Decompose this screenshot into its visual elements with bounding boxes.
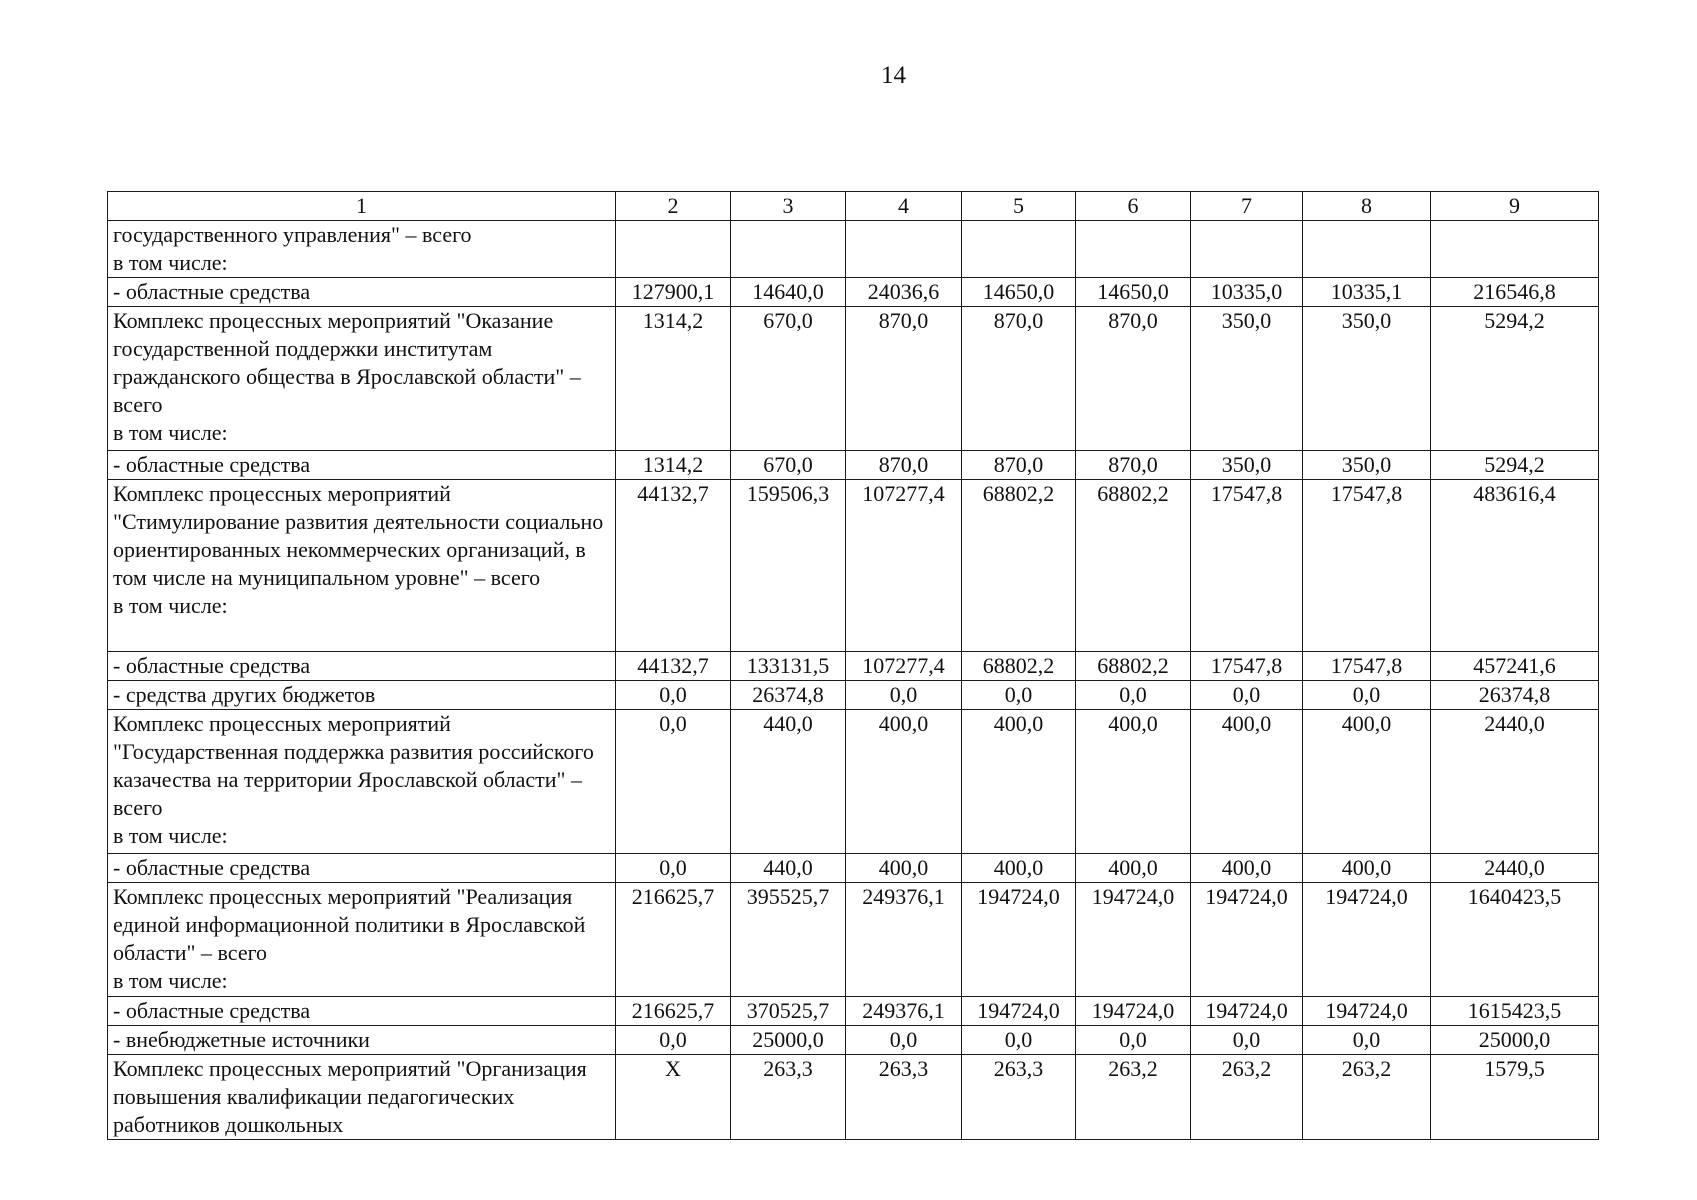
cell-value: 0,0 <box>1076 1026 1191 1055</box>
cell-value: 194724,0 <box>1303 883 1431 997</box>
cell-value: 194724,0 <box>1076 997 1191 1026</box>
cell-value: 870,0 <box>962 451 1076 480</box>
row-label: - областные средства <box>108 854 616 883</box>
cell-value: 5294,2 <box>1431 451 1599 480</box>
row-label: - областные средства <box>108 451 616 480</box>
table-row <box>108 221 1599 278</box>
cell-value: 68802,2 <box>962 652 1076 681</box>
cell-value: 400,0 <box>1303 710 1431 854</box>
cell-value: 400,0 <box>962 854 1076 883</box>
cell-value: 17547,8 <box>1191 652 1303 681</box>
cell-value: 0,0 <box>1303 681 1431 710</box>
cell-value: 0,0 <box>846 681 962 710</box>
cell-value: 17547,8 <box>1303 652 1431 681</box>
cell-value: 194724,0 <box>1191 997 1303 1026</box>
cell-value: 127900,1 <box>616 278 731 307</box>
table-row <box>108 681 1599 710</box>
column-header-9: 9 <box>1431 192 1599 221</box>
cell-value: 400,0 <box>846 854 962 883</box>
cell-value: 1640423,5 <box>1431 883 1599 997</box>
cell-value: 68802,2 <box>1076 480 1191 652</box>
cell-value: 249376,1 <box>846 997 962 1026</box>
cell-value: 370525,7 <box>731 997 846 1026</box>
cell-value: 1579,5 <box>1431 1055 1599 1140</box>
cell-value: 1314,2 <box>616 307 731 451</box>
cell-value <box>962 221 1076 278</box>
cell-value: 400,0 <box>1303 854 1431 883</box>
cell-value: 0,0 <box>846 1026 962 1055</box>
cell-value: 68802,2 <box>962 480 1076 652</box>
cell-value: 0,0 <box>962 1026 1076 1055</box>
table-row <box>108 652 1599 681</box>
cell-value: 17547,8 <box>1191 480 1303 652</box>
cell-value: X <box>616 1055 731 1140</box>
cell-value: 263,3 <box>731 1055 846 1140</box>
row-label: - внебюджетные источники <box>108 1026 616 1055</box>
cell-value <box>616 221 731 278</box>
cell-value: 263,3 <box>846 1055 962 1140</box>
cell-value: 24036,6 <box>846 278 962 307</box>
cell-value <box>1303 221 1431 278</box>
cell-value: 483616,4 <box>1431 480 1599 652</box>
cell-value: 17547,8 <box>1303 480 1431 652</box>
table-row <box>108 854 1599 883</box>
cell-value <box>1076 221 1191 278</box>
table-row <box>108 710 1599 854</box>
cell-value: 14650,0 <box>962 278 1076 307</box>
cell-value: 1314,2 <box>616 451 731 480</box>
cell-value: 216625,7 <box>616 997 731 1026</box>
cell-value: 670,0 <box>731 451 846 480</box>
row-label: Комплекс процессных мероприятий "Реализация единой информационной политики в Ярославской области" – всего в том числе: <box>108 883 616 997</box>
cell-value: 107277,4 <box>846 480 962 652</box>
cell-value: 0,0 <box>962 681 1076 710</box>
cell-value: 0,0 <box>616 710 731 854</box>
cell-value: 5294,2 <box>1431 307 1599 451</box>
cell-value: 26374,8 <box>731 681 846 710</box>
column-header-4: 4 <box>846 192 962 221</box>
cell-value: 14640,0 <box>731 278 846 307</box>
cell-value: 263,3 <box>962 1055 1076 1140</box>
cell-value: 10335,1 <box>1303 278 1431 307</box>
row-label: Комплекс процессных мероприятий "Организация повышения квалификации педагогических работников дошкольных <box>108 1055 616 1140</box>
page-number: 14 <box>881 62 906 89</box>
funding-table <box>107 191 1599 1140</box>
cell-value: 0,0 <box>1191 681 1303 710</box>
cell-value: 870,0 <box>962 307 1076 451</box>
row-label: - областные средства <box>108 278 616 307</box>
cell-value: 263,2 <box>1191 1055 1303 1140</box>
cell-value: 194724,0 <box>1076 883 1191 997</box>
cell-value: 26374,8 <box>1431 681 1599 710</box>
row-label: - областные средства <box>108 997 616 1026</box>
cell-value: 107277,4 <box>846 652 962 681</box>
column-header-1: 1 <box>108 192 616 221</box>
row-label: Комплекс процессных мероприятий "Стимулирование развития деятельности социально ориентированных некоммерческих организаций, в том числе на муниципальном уровне" – всего в том числе: <box>108 480 616 652</box>
cell-value: 870,0 <box>846 451 962 480</box>
cell-value: 400,0 <box>962 710 1076 854</box>
cell-value: 249376,1 <box>846 883 962 997</box>
cell-value: 2440,0 <box>1431 854 1599 883</box>
cell-value: 400,0 <box>1076 854 1191 883</box>
cell-value: 25000,0 <box>731 1026 846 1055</box>
cell-value: 194724,0 <box>1191 883 1303 997</box>
cell-value: 14650,0 <box>1076 278 1191 307</box>
table-row <box>108 997 1599 1026</box>
cell-value: 350,0 <box>1303 451 1431 480</box>
table-row <box>108 480 1599 652</box>
cell-value: 2440,0 <box>1431 710 1599 854</box>
cell-value: 350,0 <box>1191 307 1303 451</box>
table-row <box>108 1026 1599 1055</box>
cell-value: 133131,5 <box>731 652 846 681</box>
table-row <box>108 278 1599 307</box>
column-header-3: 3 <box>731 192 846 221</box>
cell-value: 263,2 <box>1303 1055 1431 1140</box>
cell-value: 44132,7 <box>616 652 731 681</box>
table-row <box>108 307 1599 451</box>
cell-value <box>1431 221 1599 278</box>
table-header-row <box>108 192 1599 221</box>
cell-value: 216546,8 <box>1431 278 1599 307</box>
cell-value: 0,0 <box>616 1026 731 1055</box>
cell-value: 0,0 <box>1191 1026 1303 1055</box>
cell-value: 350,0 <box>1191 451 1303 480</box>
cell-value: 870,0 <box>1076 451 1191 480</box>
cell-value: 216625,7 <box>616 883 731 997</box>
cell-value: 263,2 <box>1076 1055 1191 1140</box>
cell-value: 350,0 <box>1303 307 1431 451</box>
cell-value: 0,0 <box>616 681 731 710</box>
cell-value: 400,0 <box>846 710 962 854</box>
cell-value: 670,0 <box>731 307 846 451</box>
row-label: государственного управления" – всего в том числе: <box>108 221 616 278</box>
cell-value: 400,0 <box>1191 854 1303 883</box>
cell-value: 395525,7 <box>731 883 846 997</box>
cell-value: 457241,6 <box>1431 652 1599 681</box>
table-row <box>108 451 1599 480</box>
cell-value: 194724,0 <box>962 997 1076 1026</box>
cell-value: 159506,3 <box>731 480 846 652</box>
table-row <box>108 883 1599 997</box>
column-header-2: 2 <box>616 192 731 221</box>
cell-value: 194724,0 <box>962 883 1076 997</box>
cell-value: 870,0 <box>846 307 962 451</box>
column-header-7: 7 <box>1191 192 1303 221</box>
cell-value: 0,0 <box>616 854 731 883</box>
cell-value <box>846 221 962 278</box>
row-label: - средства других бюджетов <box>108 681 616 710</box>
cell-value: 440,0 <box>731 854 846 883</box>
column-header-8: 8 <box>1303 192 1431 221</box>
cell-value: 0,0 <box>1076 681 1191 710</box>
cell-value: 0,0 <box>1303 1026 1431 1055</box>
row-label: Комплекс процессных мероприятий "Государственная поддержка развития российского казачества на территории Ярославской области" – всего в том числе: <box>108 710 616 854</box>
table-row <box>108 1055 1599 1140</box>
row-label: - областные средства <box>108 652 616 681</box>
cell-value: 400,0 <box>1191 710 1303 854</box>
cell-value: 44132,7 <box>616 480 731 652</box>
cell-value: 10335,0 <box>1191 278 1303 307</box>
cell-value: 440,0 <box>731 710 846 854</box>
column-header-6: 6 <box>1076 192 1191 221</box>
cell-value: 870,0 <box>1076 307 1191 451</box>
cell-value: 68802,2 <box>1076 652 1191 681</box>
cell-value: 25000,0 <box>1431 1026 1599 1055</box>
cell-value <box>731 221 846 278</box>
cell-value: 1615423,5 <box>1431 997 1599 1026</box>
cell-value: 400,0 <box>1076 710 1191 854</box>
cell-value: 194724,0 <box>1303 997 1431 1026</box>
cell-value <box>1191 221 1303 278</box>
row-label: Комплекс процессных мероприятий "Оказание государственной поддержки институтам гражданского общества в Ярославской области" – всего в том числе: <box>108 307 616 451</box>
column-header-5: 5 <box>962 192 1076 221</box>
